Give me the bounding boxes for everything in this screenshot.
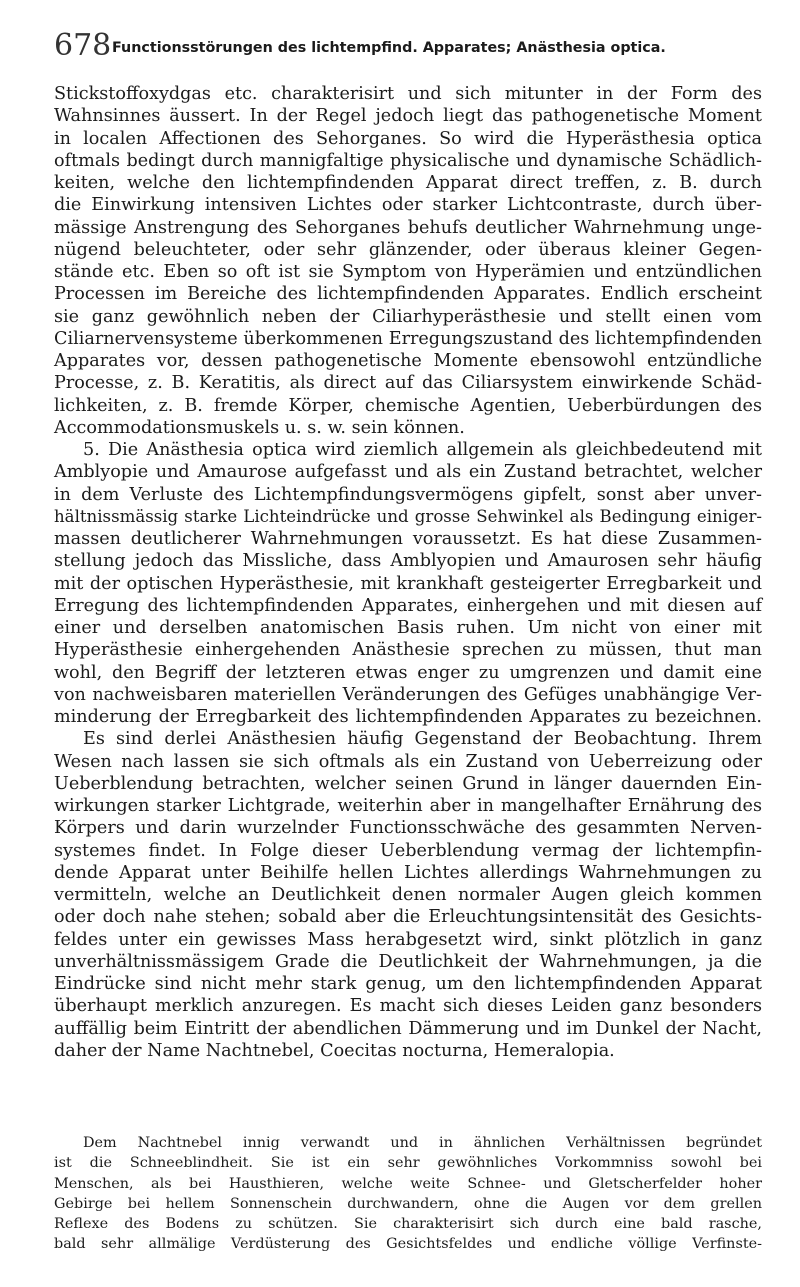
text-line: sie ganz gewöhnlich neben der Ciliarhyperästhesie und stellt einen vom: [54, 306, 762, 327]
footnote-line: Menschen, als bei Hausthieren, welche weite Schnee- und Gletscherfelder hoher: [54, 1175, 762, 1192]
text-line: keiten, welche den lichtempfindenden Apparat direct treffen, z. B. durch: [54, 173, 762, 193]
text-line: Wesen nach lassen sie sich oftmals als ein Zustand von Ueberreizung oder: [54, 751, 762, 772]
text-line: lichkeiten, z. B. fremde Körper, chemische Agentien, Ueberbürdungen des: [54, 395, 762, 416]
footnote-line: Gebirge bei hellem Sonnenschein durchwandern, ohne die Augen vor dem grellen: [54, 1195, 762, 1212]
text-line: dende Apparat unter Beihilfe hellen Lichtes allerdings Wahrnehmungen zu: [54, 862, 762, 883]
text-line: stellung jedoch das Missliche, dass Amblyopien und Amaurosen sehr häufig: [54, 551, 762, 572]
text-line: in localen Affectionen des Sehorganes. So wird die Hyperästhesia optica: [54, 128, 762, 149]
text-line: einer und derselben anatomischen Basis ruhen. Um nicht von einer mit: [54, 618, 762, 638]
text-line: feldes unter ein gewisses Mass herabgesetzt wird, sinkt plötzlich in ganz: [54, 929, 762, 950]
main-text: [54, 83, 762, 1062]
text-line: Hyperästhesie einhergehenden Anästhesie sprechen zu müssen, thut man: [54, 640, 762, 661]
footnote-line: bald sehr allmälige Verdüsterung des Gesichtsfeldes und endliche völlige Verfinste-: [54, 1236, 762, 1253]
text-line: daher der Name Nachtnebel, Coecitas nocturna, Hemeralopia.: [54, 1040, 615, 1061]
page-number: 678: [54, 28, 112, 63]
text-line: Ueberblendung betrachten, welcher seinen Grund in länger dauernden Ein-: [54, 773, 762, 794]
footnote-line: ist die Schneeblindheit. Sie ist ein sehr gewöhnliches Vorkommniss sowohl bei: [54, 1155, 762, 1172]
text-line: nügend beleuchteter, oder sehr glänzender, oder überaus kleiner Gegen-: [54, 239, 762, 260]
text-line: mit der optischen Hyperästhesie, mit krankhaft gesteigerter Erregbarkeit und: [54, 573, 762, 594]
text-line: Körpers und darin wurzelnder Functionsschwäche des gesammten Nerven-: [54, 818, 762, 839]
text-line: 5. Die Anästhesia optica wird ziemlich allgemein als gleichbedeutend mit: [83, 440, 762, 460]
text-line: vermitteln, welche an Deutlichkeit denen normaler Augen gleich kommen: [54, 885, 762, 905]
text-line: Eindrücke sind nicht mehr stark genug, um den lichtempfindenden Apparat: [54, 974, 762, 994]
text-line: Erregung des lichtempfindenden Apparates, einhergehen und mit diesen auf: [54, 595, 762, 616]
text-line: Accommodationsmuskels u. s. w. sein können.: [54, 417, 465, 438]
text-line: von nachweisbaren materiellen Veränderungen des Gefüges unabhängige Ver-: [54, 684, 762, 705]
text-line: oder doch nahe stehen; sobald aber die Erleuchtungsintensität des Gesichts-: [54, 907, 762, 928]
text-line: hältnissmässig starke Lichteindrücke und grosse Sehwinkel als Bedingung einiger-: [54, 506, 762, 526]
text-line: die Einwirkung intensiven Lichtes oder starker Lichtcontraste, durch über-: [54, 195, 762, 216]
text-line: mässige Anstrengung des Sehorganes behufs deutlicher Wahrnehmung unge-: [54, 217, 762, 238]
text-line: massen deutlicherer Wahrnehmungen voraussetzt. Es hat diese Zusammen-: [54, 529, 762, 549]
text-line: unverhältnissmässigem Grade die Deutlichkeit der Wahrnehmungen, ja die: [54, 951, 762, 972]
text-line: Wahnsinnes äussert. In der Regel jedoch liegt das pathogenetische Moment: [54, 106, 762, 127]
text-line: Stickstoffoxydgas etc. charakterisirt und sich mitunter in der Form des: [54, 84, 762, 104]
text-line: wohl, den Begriff der letzteren etwas enger zu umgrenzen und damit eine: [54, 662, 762, 683]
text-line: Ciliarnervensysteme überkommenen Erregungszustand des lichtempfindenden: [54, 328, 762, 349]
text-line: stände etc. Eben so oft ist sie Symptom von Hyperämien und entzündlichen: [54, 262, 762, 282]
text-line: systemes findet. In Folge dieser Ueberblendung vermag der lichtempfin-: [54, 840, 762, 861]
text-line: Apparates vor, dessen pathogenetische Momente ebensowohl entzündliche: [54, 351, 762, 371]
text-line: Amblyopie und Amaurose aufgefasst und als ein Zustand betrachtet, welcher: [54, 462, 762, 483]
text-line: Es sind derlei Anästhesien häufig Gegenstand der Beobachtung. Ihrem: [83, 729, 762, 750]
text-line: Processe, z. B. Keratitis, als direct auf das Ciliarsystem einwirkende Schäd-: [54, 373, 762, 394]
text-line: auffällig beim Eintritt der abendlichen Dämmerung und im Dunkel der Nacht,: [54, 1018, 762, 1039]
text-line: oftmals bedingt durch mannigfaltige physicalische und dynamische Schädlich-: [54, 150, 762, 171]
page-header: [54, 26, 754, 66]
text-line: minderung der Erregbarkeit des lichtempfindenden Apparates zu bezeichnen.: [54, 707, 762, 727]
text-line: überhaupt merklich anzuregen. Es macht sich dieses Leiden ganz besonders: [54, 996, 762, 1017]
text-line: wirkungen starker Lichtgrade, weiterhin aber in mangelhafter Ernährung des: [54, 796, 762, 816]
footnote-line: Dem Nachtnebel innig verwandt und in ähnlichen Verhältnissen begründet: [83, 1135, 762, 1151]
footnote-line: Reflexe des Bodens zu schützen. Sie charakterisirt sich durch eine bald rasche,: [54, 1216, 762, 1233]
text-line: Processen im Bereiche des lichtempfindenden Apparates. Endlich erscheint: [54, 284, 762, 305]
text-line: in dem Verluste des Lichtempfindungsvermögens gipfelt, sonst aber unver-: [54, 484, 762, 505]
running-title: Functionsstörungen des lichtempfind. Apparates; Anästhesia optica.: [112, 40, 666, 56]
footnote: [54, 1133, 762, 1255]
